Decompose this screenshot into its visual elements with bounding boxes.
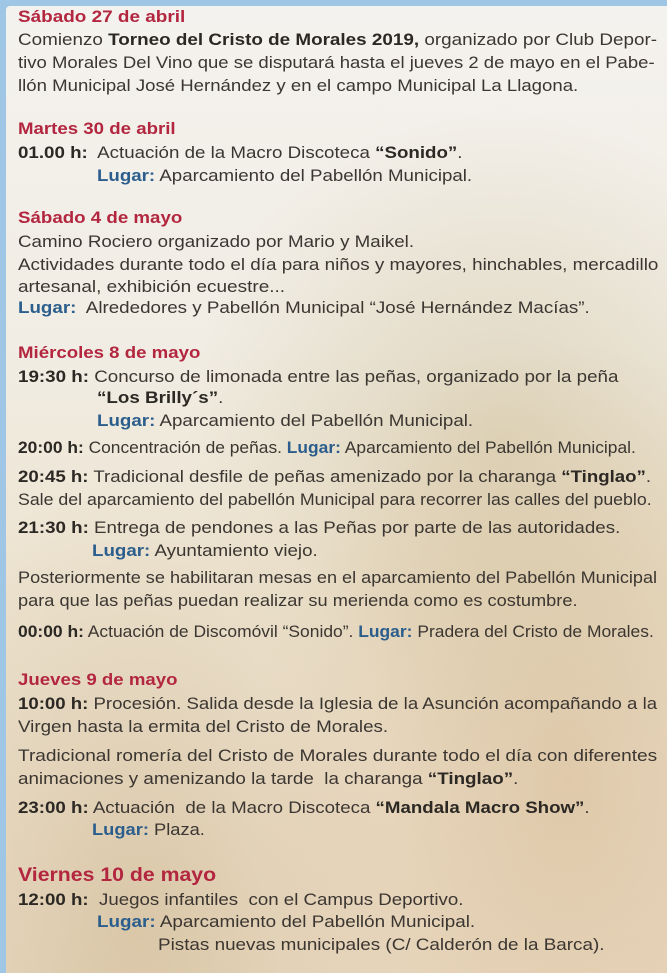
time-label: 20:45 h: xyxy=(18,467,89,486)
program-line xyxy=(18,889,463,911)
lugar-label: Lugar: xyxy=(358,622,413,641)
text: . xyxy=(218,388,224,407)
text: Tradicional desfile de peñas amenizado por la charanga xyxy=(88,467,562,486)
text: Actuación de Discomóvil “Sonido”. xyxy=(83,622,359,641)
bold-text: “Los Brilly´s” xyxy=(97,388,219,407)
program-line xyxy=(18,693,657,715)
program-line xyxy=(18,231,414,253)
text: Pistas nuevas municipales (C/ Calderón de la Barca). xyxy=(158,935,605,954)
lugar-label: Lugar: xyxy=(97,166,156,185)
bold-text: “Tinglao” xyxy=(561,467,646,486)
day-heading: Sábado 27 de abril xyxy=(18,7,186,26)
time-label: 23:00 h: xyxy=(18,798,89,817)
time-label: 20:00 h: xyxy=(18,438,84,457)
festival-program-poster xyxy=(6,6,667,973)
program-line xyxy=(97,165,472,187)
text: para que las peñas puedan realizar su merienda como es costumbre. xyxy=(18,591,578,610)
text: llón Municipal José Hernández y en el campo Municipal La Llagona. xyxy=(18,76,579,95)
program-line xyxy=(18,590,578,612)
bold-text: “Tinglao” xyxy=(427,769,514,788)
program-line xyxy=(18,52,655,74)
program-line xyxy=(18,621,654,643)
text: Camino Rociero organizado por Mario y Maikel. xyxy=(18,232,415,251)
text: Posteriormente se habilitaran mesas en el aparcamiento del Pabellón Municipal xyxy=(18,568,658,587)
lugar-label: Lugar: xyxy=(18,298,77,317)
text: artesanal, exhibición ecuestre... xyxy=(18,277,286,296)
time-label: 01.00 h: xyxy=(18,143,88,162)
text: Aparcamiento del Pabellón Municipal. xyxy=(155,411,474,430)
text: Alrededores y Pabellón Municipal “José Hernández Macías”. xyxy=(76,298,590,317)
text: Ayuntamiento viejo. xyxy=(150,541,318,560)
text: Concurso de limonada entre las peñas, organizado por la peña xyxy=(88,367,619,386)
program-line xyxy=(92,819,205,841)
text: Actuación de la Macro Discoteca xyxy=(87,143,376,162)
program-line xyxy=(158,934,604,956)
text: . xyxy=(457,143,463,162)
day-heading: Miércoles 8 de mayo xyxy=(18,343,201,362)
program-line xyxy=(92,540,318,562)
text: . xyxy=(645,467,652,486)
day-heading: Sábado 4 de mayo xyxy=(18,208,183,227)
text: . xyxy=(513,769,519,788)
text: Aparcamiento del Pabellón Municipal. xyxy=(155,166,473,185)
text: Juegos infantiles con el Campus Deportivo. xyxy=(88,890,464,909)
text: Actuación de la Macro Discoteca xyxy=(88,798,376,817)
text: tivo Morales Del Vino que se disputará hasta el jueves 2 de mayo en el Pabe- xyxy=(18,53,655,72)
lugar-label: Lugar: xyxy=(97,912,156,931)
text: Actividades durante todo el día para niños y mayores, hinchables, mercadillo xyxy=(18,255,659,274)
program-line xyxy=(18,745,657,767)
text: Aparcamiento del Pabellón Municipal. xyxy=(340,438,636,457)
program-line xyxy=(18,254,658,276)
program-line xyxy=(18,567,657,589)
text: Aparcamiento del Pabellón Municipal. xyxy=(155,912,476,931)
text: organizado por Club Depor- xyxy=(419,30,658,49)
program-line xyxy=(18,142,462,164)
text: Plaza. xyxy=(148,820,205,839)
program-line xyxy=(18,29,657,51)
program-line xyxy=(18,489,652,511)
time-label: 12:00 h: xyxy=(18,890,89,909)
program-line xyxy=(18,437,636,459)
time-label: 19:30 h: xyxy=(18,367,89,386)
program-line xyxy=(18,797,590,819)
program-line xyxy=(18,716,388,738)
program-line xyxy=(18,768,518,790)
program-line xyxy=(18,366,618,388)
text: Pradera del Cristo de Morales. xyxy=(412,622,654,641)
program-line xyxy=(97,911,475,933)
text: Concentración de peñas. xyxy=(83,438,287,457)
bold-text: Torneo del Cristo de Morales 2019, xyxy=(108,30,420,49)
text: Procesión. Salida desde la Iglesia de la Asunción acompañando a la xyxy=(88,694,658,713)
day-heading: Jueves 9 de mayo xyxy=(18,670,178,689)
lugar-label: Lugar: xyxy=(92,541,151,560)
day-heading: Viernes 10 de mayo xyxy=(18,865,217,886)
text: Comienzo xyxy=(18,30,109,49)
text: animaciones y amenizando la tarde la charanga xyxy=(18,769,428,788)
text: Virgen hasta la ermita del Cristo de Morales. xyxy=(18,717,389,736)
text: Entrega de pendones a las Peñas por parte de las autoridades. xyxy=(88,518,621,537)
program-line xyxy=(18,276,285,298)
program-line xyxy=(18,466,651,488)
lugar-label: Lugar: xyxy=(286,438,341,457)
program-line xyxy=(18,517,620,539)
lugar-label: Lugar: xyxy=(92,820,149,839)
lugar-label: Lugar: xyxy=(97,411,156,430)
bold-text: “Mandala Macro Show” xyxy=(375,798,585,817)
bold-text: “Sonido” xyxy=(375,143,458,162)
program-line xyxy=(18,75,578,97)
program-line xyxy=(97,387,223,409)
time-label: 00:00 h: xyxy=(18,622,84,641)
text: Tradicional romería del Cristo de Morales durante todo el día con diferentes xyxy=(18,746,658,765)
program-line xyxy=(18,297,590,319)
program-line xyxy=(97,410,473,432)
text: . xyxy=(584,798,590,817)
time-label: 10:00 h: xyxy=(18,694,89,713)
day-heading: Martes 30 de abril xyxy=(18,119,176,138)
time-label: 21:30 h: xyxy=(18,518,89,537)
text: Sale del aparcamiento del pabellón Municipal para recorrer las calles del pueblo. xyxy=(18,490,652,509)
